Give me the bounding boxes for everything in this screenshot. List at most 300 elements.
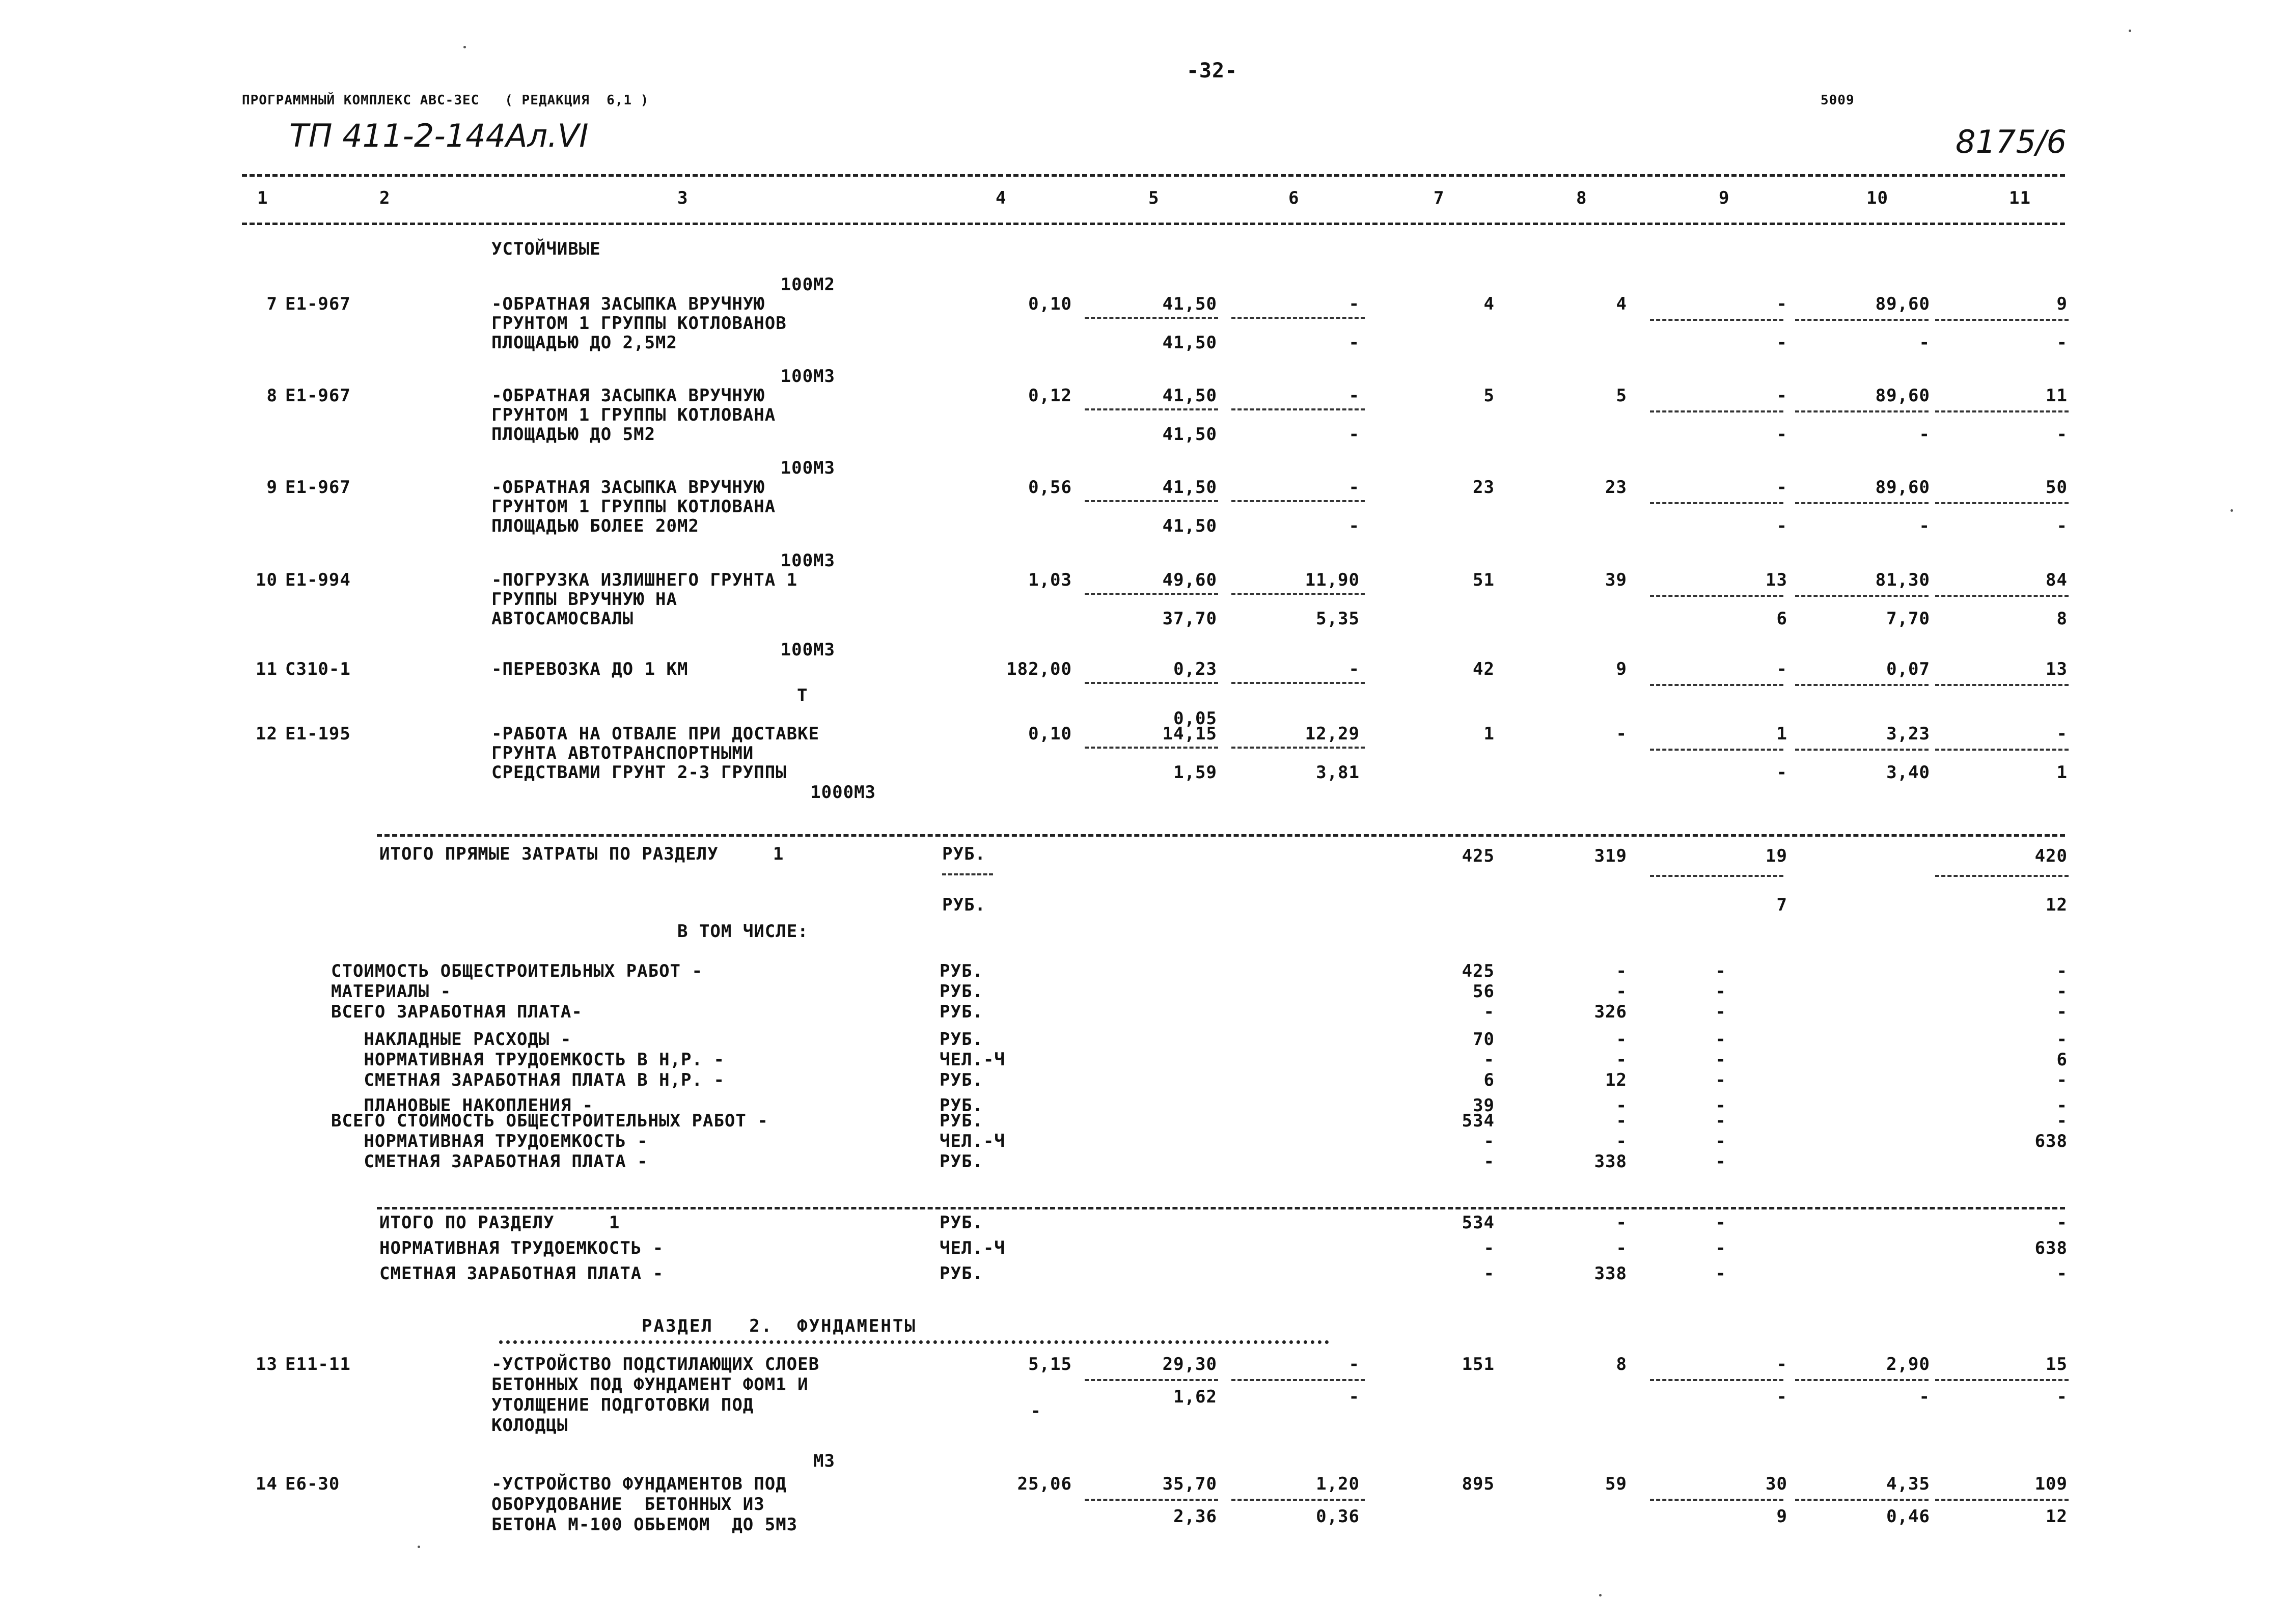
machine-price-wage: 0,36 xyxy=(1316,1506,1360,1527)
summary-c7: 70 xyxy=(1473,1029,1495,1050)
summary-c9: - xyxy=(1715,981,1726,1002)
speck xyxy=(2231,509,2233,512)
incl-label: В ТОМ ЧИСЛЕ: xyxy=(677,921,809,942)
summary-c8: - xyxy=(1616,1131,1627,1151)
cell-rule xyxy=(1935,1379,2069,1381)
column-header-4: 4 xyxy=(996,188,1007,208)
cost-wages: 9 xyxy=(1616,659,1627,679)
machine-price: - xyxy=(1348,659,1360,679)
cost-wages: 4 xyxy=(1616,294,1627,314)
labour: 0,07 xyxy=(1886,659,1930,679)
row-code: Е1-195 xyxy=(285,724,351,744)
row-description: -УСТРОЙСТВО ПОДСТИЛАЮЩИХ СЛОЕВ xyxy=(491,1354,820,1374)
total-direct-c9: 19 xyxy=(1766,846,1787,866)
cost-machines-wage: - xyxy=(1776,333,1787,353)
cell-rule xyxy=(1935,684,2069,686)
unit-label: 100М2 xyxy=(780,274,835,295)
cell-rule xyxy=(1085,593,1218,595)
row-description: СРЕДСТВАМИ ГРУНТ 2-3 ГРУППЫ xyxy=(491,762,787,783)
column-header-10: 10 xyxy=(1866,188,1888,208)
summary-c11: - xyxy=(2056,1002,2068,1022)
unit-price-wage: 37,70 xyxy=(1162,609,1217,629)
section-total-c8: - xyxy=(1616,1238,1627,1258)
cell-rule xyxy=(1935,410,2069,412)
cost-wages: 59 xyxy=(1605,1474,1627,1494)
labour-machines: - xyxy=(1919,1387,1930,1407)
qty: 5,15 xyxy=(1028,1354,1072,1374)
cell-rule xyxy=(1795,595,1929,597)
cell-rule xyxy=(1231,747,1365,749)
labour-total: 50 xyxy=(2046,477,2068,498)
labour: 4,35 xyxy=(1886,1474,1930,1494)
qty: 182,00 xyxy=(1006,659,1072,679)
summary-c11: - xyxy=(2056,961,2068,981)
row-code: Е1-967 xyxy=(285,477,351,498)
summary-label: ВСЕГО СТОИМОСТЬ ОБЩЕСТРОИТЕЛЬНЫХ РАБОТ - xyxy=(331,1111,768,1131)
speck xyxy=(2129,30,2131,32)
summary-c7: - xyxy=(1483,1050,1495,1070)
qty-b: - xyxy=(1030,1401,1041,1421)
cost-machines: - xyxy=(1776,294,1787,314)
unit-label: 100М3 xyxy=(780,366,835,387)
cell-rule xyxy=(1650,502,1783,504)
row-description: -РАБОТА НА ОТВАЛЕ ПРИ ДОСТАВКЕ xyxy=(491,724,820,744)
summary-c7: - xyxy=(1483,1131,1495,1151)
handwritten-project-ref: ТП 411-2-144Ал.VI xyxy=(289,117,589,154)
row-number: 8 xyxy=(266,386,278,406)
handwritten-sheet-ref: 8175/6 xyxy=(1956,123,2067,160)
row-description: -ОБРАТНАЯ ЗАСЫПКА ВРУЧНУЮ xyxy=(491,477,765,498)
total-direct-unit: РУБ. xyxy=(942,844,986,864)
labour-total: - xyxy=(2056,724,2068,744)
row-description: ГРУНТОМ 1 ГРУППЫ КОТЛОВАНА xyxy=(491,405,776,425)
machine-price: - xyxy=(1348,294,1360,314)
row-description: КОЛОДЦЫ xyxy=(491,1415,568,1436)
labour-machines: 7,70 xyxy=(1886,609,1930,629)
total-direct-label: ИТОГО ПРЯМЫЕ ЗАТРАТЫ ПО РАЗДЕЛУ 1 xyxy=(379,844,784,864)
cost-machines: 1 xyxy=(1776,724,1787,744)
labour-total-b: - xyxy=(2056,424,2068,445)
machine-price: 1,20 xyxy=(1316,1474,1360,1494)
summary-unit: РУБ. xyxy=(940,1151,983,1172)
labour: 81,30 xyxy=(1875,570,1930,590)
cell-rule xyxy=(1795,502,1929,504)
unit-label: 1000М3 xyxy=(810,782,876,803)
price-top: 0,05 xyxy=(1173,708,1217,729)
machine-price-wage: - xyxy=(1348,424,1360,445)
row-number: 14 xyxy=(256,1474,278,1494)
row-description: ОБОРУДОВАНИЕ БЕТОННЫХ ИЗ xyxy=(491,1494,765,1515)
speck xyxy=(418,1546,420,1548)
cell-rule xyxy=(1795,410,1929,412)
row-description: -УСТРОЙСТВО ФУНДАМЕНТОВ ПОД xyxy=(491,1474,787,1494)
summary-c7: 425 xyxy=(1462,961,1495,981)
row-description: ПЛОЩАДЬЮ ДО 2,5М2 xyxy=(491,333,677,353)
summary-c11: - xyxy=(2056,981,2068,1002)
cost-machines-wage: 9 xyxy=(1776,1506,1787,1527)
labour: 89,60 xyxy=(1875,294,1930,314)
section-total-unit: РУБ. xyxy=(940,1263,983,1284)
summary-c8: - xyxy=(1616,961,1627,981)
section-total-c11: - xyxy=(2056,1213,2068,1233)
section-total-label: СМЕТНАЯ ЗАРАБОТНАЯ ПЛАТА - xyxy=(379,1263,664,1284)
summary-unit: РУБ. xyxy=(940,1029,983,1050)
row-code: Е1-967 xyxy=(285,386,351,406)
summary-label: ПЛАНОВЫЕ НАКОПЛЕНИЯ - xyxy=(331,1095,594,1116)
summary-c9: - xyxy=(1715,1070,1726,1090)
header-bottom-rule xyxy=(242,223,2065,225)
cost-machines-wage: - xyxy=(1776,516,1787,536)
cost-total: 151 xyxy=(1462,1354,1495,1374)
cost-total: 895 xyxy=(1462,1474,1495,1494)
summary-c9: - xyxy=(1715,1029,1726,1050)
total-direct-unit-2: РУБ. xyxy=(942,895,986,915)
summary-c8: 338 xyxy=(1594,1151,1627,1172)
program-code: 5009 xyxy=(1821,93,1855,108)
qty: 0,10 xyxy=(1028,294,1072,314)
cost-machines-wage: 6 xyxy=(1776,609,1787,629)
summary-label: НОРМАТИВНАЯ ТРУДОЕМКОСТЬ - xyxy=(331,1131,648,1151)
cell-rule xyxy=(1231,1379,1365,1381)
machine-price-wage: 3,81 xyxy=(1316,762,1360,783)
summary-c9: - xyxy=(1715,1095,1726,1116)
cell-rule xyxy=(942,873,993,875)
row-code: Е6-30 xyxy=(285,1474,340,1494)
qty: 0,10 xyxy=(1028,724,1072,744)
row-description: ПЛОЩАДЬЮ ДО 5М2 xyxy=(491,424,656,445)
summary-c7: 6 xyxy=(1483,1070,1495,1090)
cost-machines: - xyxy=(1776,477,1787,498)
section-total-c9: - xyxy=(1715,1238,1726,1258)
row-code: Е1-994 xyxy=(285,570,351,590)
labour-machines: - xyxy=(1919,333,1930,353)
cell-rule xyxy=(1650,749,1783,751)
cost-machines-wage: - xyxy=(1776,424,1787,445)
cost-total: 42 xyxy=(1473,659,1495,679)
summary-label: СМЕТНАЯ ЗАРАБОТНАЯ ПЛАТА В Н,Р. - xyxy=(331,1070,725,1090)
unit-price-wage: 41,50 xyxy=(1162,333,1217,353)
qty: 0,56 xyxy=(1028,477,1072,498)
cost-total: 1 xyxy=(1483,724,1495,744)
column-header-9: 9 xyxy=(1719,188,1730,208)
summary-c11: - xyxy=(2056,1095,2068,1116)
labour-machines: 0,46 xyxy=(1886,1506,1930,1527)
machine-price: 12,29 xyxy=(1305,724,1360,744)
unit-price: 41,50 xyxy=(1162,386,1217,406)
cell-rule xyxy=(1231,593,1365,595)
machine-price-wage: - xyxy=(1348,516,1360,536)
cost-wages: 23 xyxy=(1605,477,1627,498)
row-description: АВТОСАМОСВАЛЫ xyxy=(491,609,634,629)
header-top-rule xyxy=(242,174,2065,177)
summary-label: НАКЛАДНЫЕ РАСХОДЫ - xyxy=(331,1029,572,1050)
cell-rule xyxy=(1650,319,1783,321)
total-direct-c9b: 7 xyxy=(1776,895,1787,915)
summary-label: СМЕТНАЯ ЗАРАБОТНАЯ ПЛАТА - xyxy=(331,1151,648,1172)
machine-price-wage: 5,35 xyxy=(1316,609,1360,629)
labour-total-b: - xyxy=(2056,1387,2068,1407)
labour-total: 9 xyxy=(2056,294,2068,314)
section-total-c7: - xyxy=(1483,1238,1495,1258)
summary-c8: - xyxy=(1616,1095,1627,1116)
row-description: ГРУНТОМ 1 ГРУППЫ КОТЛОВАНОВ xyxy=(491,313,787,334)
labour-machines: - xyxy=(1919,516,1930,536)
column-header-6: 6 xyxy=(1288,188,1300,208)
speck xyxy=(1599,1594,1602,1597)
summary-c9: - xyxy=(1715,1131,1726,1151)
section-total-c9: - xyxy=(1715,1263,1726,1284)
unit-price-wage: 1,62 xyxy=(1173,1387,1217,1407)
cell-rule xyxy=(1085,500,1218,502)
section-total-unit: ЧЕЛ.-Ч xyxy=(940,1238,1005,1258)
qty: 25,06 xyxy=(1017,1474,1072,1494)
summary-c11: 6 xyxy=(2056,1050,2068,1070)
row-description: ГРУНТОМ 1 ГРУППЫ КОТЛОВАНА xyxy=(491,497,776,517)
unit-price: 29,30 xyxy=(1162,1354,1217,1374)
summary-c8: - xyxy=(1616,1111,1627,1131)
column-header-2: 2 xyxy=(379,188,391,208)
unit-label: 100М3 xyxy=(780,640,835,660)
page-number: -32- xyxy=(1186,59,1238,82)
labour-total: 84 xyxy=(2046,570,2068,590)
speck xyxy=(463,46,466,48)
summary-c7: - xyxy=(1483,1002,1495,1022)
unit-price-wage: 41,50 xyxy=(1162,516,1217,536)
cost-wages: 5 xyxy=(1616,386,1627,406)
row-number: 11 xyxy=(256,659,278,679)
column-header-5: 5 xyxy=(1148,188,1160,208)
section-total-c11: - xyxy=(2056,1263,2068,1284)
unit-price: 49,60 xyxy=(1162,570,1217,590)
unit-label: 100М3 xyxy=(780,550,835,571)
summary-unit: РУБ. xyxy=(940,981,983,1002)
cell-rule xyxy=(1085,1379,1218,1381)
summary-c11: - xyxy=(2056,1070,2068,1090)
section-total-c11: 638 xyxy=(2034,1238,2068,1258)
section-2-title: РАЗДЕЛ 2. ФУНДАМЕНТЫ xyxy=(642,1316,917,1336)
cost-machines-wage: - xyxy=(1776,1387,1787,1407)
section-total-label: ИТОГО ПО РАЗДЕЛУ 1 xyxy=(379,1213,620,1233)
unit-label: Т xyxy=(797,685,808,706)
cell-rule xyxy=(1231,317,1365,319)
summary-c9: - xyxy=(1715,1050,1726,1070)
unit-price-wage: 41,50 xyxy=(1162,424,1217,445)
cell-rule xyxy=(1795,749,1929,751)
cell-rule xyxy=(1650,684,1783,686)
cost-machines: - xyxy=(1776,386,1787,406)
cell-rule xyxy=(1650,875,1783,877)
summary-c7: 39 xyxy=(1473,1095,1495,1116)
total-direct-c11b: 12 xyxy=(2046,895,2068,915)
unit-price-wage: 2,36 xyxy=(1173,1506,1217,1527)
row-description: -ОБРАТНАЯ ЗАСЫПКА ВРУЧНУЮ xyxy=(491,386,765,406)
summary-c11: - xyxy=(2056,1111,2068,1131)
summary-unit: РУБ. xyxy=(940,961,983,981)
total-top-rule xyxy=(377,834,2065,837)
cell-rule xyxy=(1650,410,1783,412)
cell-rule xyxy=(1935,1499,2069,1501)
summary-bottom-rule xyxy=(377,1207,2065,1209)
summary-label: МАТЕРИАЛЫ - xyxy=(331,981,452,1002)
cell-rule xyxy=(1650,595,1783,597)
row-description: -ОБРАТНАЯ ЗАСЫПКА ВРУЧНУЮ xyxy=(491,294,765,314)
section-total-label: НОРМАТИВНАЯ ТРУДОЕМКОСТЬ - xyxy=(379,1238,664,1258)
labour-total: 13 xyxy=(2046,659,2068,679)
section-total-unit: РУБ. xyxy=(940,1213,983,1233)
summary-c8: 12 xyxy=(1605,1070,1627,1090)
cell-rule xyxy=(1795,684,1929,686)
machine-price: - xyxy=(1348,386,1360,406)
column-header-11: 11 xyxy=(2009,188,2031,208)
row-description: ПЛОЩАДЬЮ БОЛЕЕ 20М2 xyxy=(491,516,699,536)
intro-text: УСТОЙЧИВЫЕ xyxy=(491,239,601,259)
labour-total-b: - xyxy=(2056,516,2068,536)
unit-price: 41,50 xyxy=(1162,294,1217,314)
program-title: ПРОГРАММНЫЙ КОМПЛЕКС АВС-ЗЕС ( РЕДАКЦИЯ 6,1 ) xyxy=(242,93,649,108)
summary-c9: - xyxy=(1715,1111,1726,1131)
summary-c7: - xyxy=(1483,1151,1495,1172)
labour: 89,60 xyxy=(1875,477,1930,498)
summary-unit: ЧЕЛ.-Ч xyxy=(940,1131,1005,1151)
labour-machines: 3,40 xyxy=(1886,762,1930,783)
column-header-3: 3 xyxy=(677,188,689,208)
summary-c7: 534 xyxy=(1462,1111,1495,1131)
cell-rule xyxy=(1795,1499,1929,1501)
cost-wages: 39 xyxy=(1605,570,1627,590)
summary-unit: ЧЕЛ.-Ч xyxy=(940,1050,1005,1070)
labour: 3,23 xyxy=(1886,724,1930,744)
cost-machines: 30 xyxy=(1766,1474,1787,1494)
cell-rule xyxy=(1935,319,2069,321)
labour-total: 109 xyxy=(2034,1474,2068,1494)
cell-rule xyxy=(1231,500,1365,502)
column-header-8: 8 xyxy=(1576,188,1587,208)
cell-rule xyxy=(1935,749,2069,751)
section-total-c8: - xyxy=(1616,1213,1627,1233)
labour-total: 11 xyxy=(2046,386,2068,406)
row-number: 13 xyxy=(256,1354,278,1374)
row-description: ГРУППЫ ВРУЧНУЮ НА xyxy=(491,589,677,610)
labour-total-b: - xyxy=(2056,333,2068,353)
cell-rule xyxy=(1935,502,2069,504)
machine-price: 11,90 xyxy=(1305,570,1360,590)
row-description: УТОЛЩЕНИЕ ПОДГОТОВКИ ПОД xyxy=(491,1395,754,1415)
unit-label: 100М3 xyxy=(780,458,835,478)
machine-price-wage: - xyxy=(1348,333,1360,353)
summary-c11: - xyxy=(2056,1029,2068,1050)
cell-rule xyxy=(1935,595,2069,597)
unit-price-wage: 1,59 xyxy=(1173,762,1217,783)
cell-rule xyxy=(1650,1499,1783,1501)
cell-rule xyxy=(1795,319,1929,321)
row-description: -ПЕРЕВОЗКА ДО 1 КМ xyxy=(491,659,689,679)
cost-machines-wage: - xyxy=(1776,762,1787,783)
summary-unit: РУБ. xyxy=(940,1070,983,1090)
row-code: Е11-11 xyxy=(285,1354,351,1374)
labour-total-b: 1 xyxy=(2056,762,2068,783)
summary-c9: - xyxy=(1715,1151,1726,1172)
machine-price: - xyxy=(1348,477,1360,498)
qty: 1,03 xyxy=(1028,570,1072,590)
total-direct-c8: 319 xyxy=(1594,846,1627,866)
cost-total: 4 xyxy=(1483,294,1495,314)
unit-price: 14,15 xyxy=(1162,724,1217,744)
row-description: БЕТОННЫХ ПОД ФУНДАМЕНТ ФОМ1 И xyxy=(491,1374,809,1395)
cost-machines: 13 xyxy=(1766,570,1787,590)
summary-unit: РУБ. xyxy=(940,1002,983,1022)
cost-total: 51 xyxy=(1473,570,1495,590)
cost-machines: - xyxy=(1776,659,1787,679)
cell-rule xyxy=(1935,875,2069,877)
section-2-underline xyxy=(499,1340,1329,1344)
summary-label: НОРМАТИВНАЯ ТРУДОЕМКОСТЬ В Н,Р. - xyxy=(331,1050,725,1070)
cost-wages: 8 xyxy=(1616,1354,1627,1374)
summary-unit: РУБ. xyxy=(940,1095,983,1116)
section-total-c7: 534 xyxy=(1462,1213,1495,1233)
summary-c7: 56 xyxy=(1473,981,1495,1002)
labour-total: 15 xyxy=(2046,1354,2068,1374)
cell-rule xyxy=(1231,1499,1365,1501)
row-number: 7 xyxy=(266,294,278,314)
cost-machines: - xyxy=(1776,1354,1787,1374)
cell-rule xyxy=(1085,408,1218,410)
summary-label: СТОИМОСТЬ ОБЩЕСТРОИТЕЛЬНЫХ РАБОТ - xyxy=(331,961,703,981)
row-number: 9 xyxy=(266,477,278,498)
summary-c8: 326 xyxy=(1594,1002,1627,1022)
row-description: -ПОГРУЗКА ИЗЛИШНЕГО ГРУНТА 1 xyxy=(491,570,798,590)
column-header-1: 1 xyxy=(257,188,268,208)
summary-unit: РУБ. xyxy=(940,1111,983,1131)
row-description: ГРУНТА АВТОТРАНСПОРТНЫМИ xyxy=(491,743,754,763)
cell-rule xyxy=(1231,682,1365,684)
summary-c9: - xyxy=(1715,961,1726,981)
unit-price: 41,50 xyxy=(1162,477,1217,498)
cell-rule xyxy=(1085,747,1218,749)
summary-c11: 638 xyxy=(2034,1131,2068,1151)
labour-total-b: 12 xyxy=(2046,1506,2068,1527)
machine-price: - xyxy=(1348,1354,1360,1374)
section-total-c7: - xyxy=(1483,1263,1495,1284)
row-code: Е1-967 xyxy=(285,294,351,314)
cell-rule xyxy=(1085,682,1218,684)
summary-c8: - xyxy=(1616,1029,1627,1050)
cost-total: 23 xyxy=(1473,477,1495,498)
cell-rule xyxy=(1085,317,1218,319)
cell-rule xyxy=(1231,408,1365,410)
section-total-c8: 338 xyxy=(1594,1263,1627,1284)
total-direct-c7: 425 xyxy=(1462,846,1495,866)
row-number: 10 xyxy=(256,570,278,590)
summary-c8: - xyxy=(1616,1050,1627,1070)
summary-label: ВСЕГО ЗАРАБОТНАЯ ПЛАТА- xyxy=(331,1002,583,1022)
labour-machines: - xyxy=(1919,424,1930,445)
cell-rule xyxy=(1085,1499,1218,1501)
section-total-c9: - xyxy=(1715,1213,1726,1233)
unit-price: 0,23 xyxy=(1173,659,1217,679)
labour-total-b: 8 xyxy=(2056,609,2068,629)
row-number: 12 xyxy=(256,724,278,744)
qty: 0,12 xyxy=(1028,386,1072,406)
unit-label: М3 xyxy=(813,1451,835,1471)
machine-price-wage: - xyxy=(1348,1387,1360,1407)
summary-c9: - xyxy=(1715,1002,1726,1022)
row-description: БЕТОНА М-100 ОБЬЕМОМ ДО 5М3 xyxy=(491,1515,798,1535)
unit-price: 35,70 xyxy=(1162,1474,1217,1494)
row-code: С310-1 xyxy=(285,659,351,679)
labour: 89,60 xyxy=(1875,386,1930,406)
cost-total: 5 xyxy=(1483,386,1495,406)
cell-rule xyxy=(1650,1379,1783,1381)
